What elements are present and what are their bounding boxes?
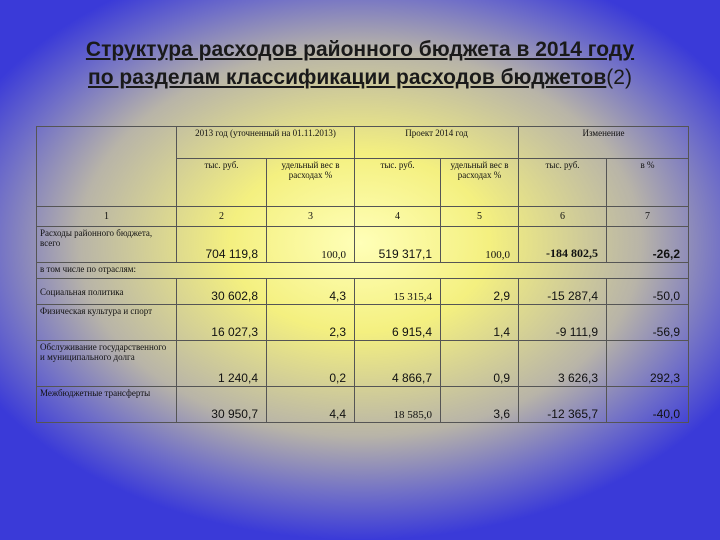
col-number: 6 <box>519 207 607 227</box>
table-row <box>37 279 689 305</box>
table-cell: 18 585,0 <box>355 387 441 423</box>
table-cell: 30 602,8 <box>177 279 267 305</box>
table-cell: -12 365,7 <box>519 387 607 423</box>
table-cell: 292,3 <box>607 341 689 387</box>
title-line-2: по разделам классификации расходов бюджетов <box>88 66 607 89</box>
header-2013: 2013 год (уточненный на 01.11.2013) <box>177 127 355 159</box>
col-number: 1 <box>37 207 177 227</box>
subheader-2013-share: удельный вес в расходах % <box>267 159 355 207</box>
column-number-row <box>37 207 689 227</box>
table-cell: 15 315,4 <box>355 279 441 305</box>
col-number: 5 <box>441 207 519 227</box>
row-label: Социальная политика <box>37 279 177 305</box>
col-number: 2 <box>177 207 267 227</box>
header-2014: Проект 2014 год <box>355 127 519 159</box>
group-header-row <box>37 127 689 159</box>
table-cell: 1 240,4 <box>177 341 267 387</box>
col-number: 7 <box>607 207 689 227</box>
table-cell: 704 119,8 <box>177 227 267 263</box>
table-cell: -26,2 <box>607 227 689 263</box>
table-cell: 30 950,7 <box>177 387 267 423</box>
table-cell: 3 626,3 <box>519 341 607 387</box>
table-cell: 6 915,4 <box>355 305 441 341</box>
table-cell: 4,3 <box>267 279 355 305</box>
table-cell: 519 317,1 <box>355 227 441 263</box>
row-label: Межбюджетные трансферты <box>37 387 177 423</box>
table-cell: 3,6 <box>441 387 519 423</box>
section-label: в том числе по отраслям: <box>37 263 689 279</box>
table-cell: 100,0 <box>441 227 519 263</box>
slide-title <box>20 36 700 92</box>
subheader-2013-rub: тыс. руб. <box>177 159 267 207</box>
table-cell: -15 287,4 <box>519 279 607 305</box>
table-cell: 4,4 <box>267 387 355 423</box>
row-label: Обслуживание государственного и муниципального долга <box>37 341 177 387</box>
subheader-change-pct: в % <box>607 159 689 207</box>
table-cell: 2,9 <box>441 279 519 305</box>
budget-table <box>36 126 689 423</box>
table-cell: -50,0 <box>607 279 689 305</box>
table-cell: 4 866,7 <box>355 341 441 387</box>
total-label: Расходы районного бюджета, всего <box>37 227 177 263</box>
total-row <box>37 227 689 263</box>
table-row <box>37 305 689 341</box>
table-cell: 2,3 <box>267 305 355 341</box>
table-cell: -9 111,9 <box>519 305 607 341</box>
row-label: Физическая культура и спорт <box>37 305 177 341</box>
table-row <box>37 341 689 387</box>
table-row <box>37 387 689 423</box>
col-number: 4 <box>355 207 441 227</box>
title-line-1: Структура расходов районного бюджета в 2014 году <box>85 38 635 61</box>
header-change: Изменение <box>519 127 689 159</box>
subheader-2014-share: удельный вес в расходах % <box>441 159 519 207</box>
subheader-2014-rub: тыс. руб. <box>355 159 441 207</box>
table-cell: -184 802,5 <box>519 227 607 263</box>
subheader-change-rub: тыс. руб. <box>519 159 607 207</box>
col-number: 3 <box>267 207 355 227</box>
table-cell: 0,9 <box>441 341 519 387</box>
title-suffix: (2) <box>606 66 632 89</box>
table-cell: 100,0 <box>267 227 355 263</box>
table-cell: -40,0 <box>607 387 689 423</box>
label-header-cell <box>37 127 177 207</box>
table-cell: -56,9 <box>607 305 689 341</box>
section-row <box>37 263 689 279</box>
table-cell: 1,4 <box>441 305 519 341</box>
table-cell: 16 027,3 <box>177 305 267 341</box>
table-cell: 0,2 <box>267 341 355 387</box>
